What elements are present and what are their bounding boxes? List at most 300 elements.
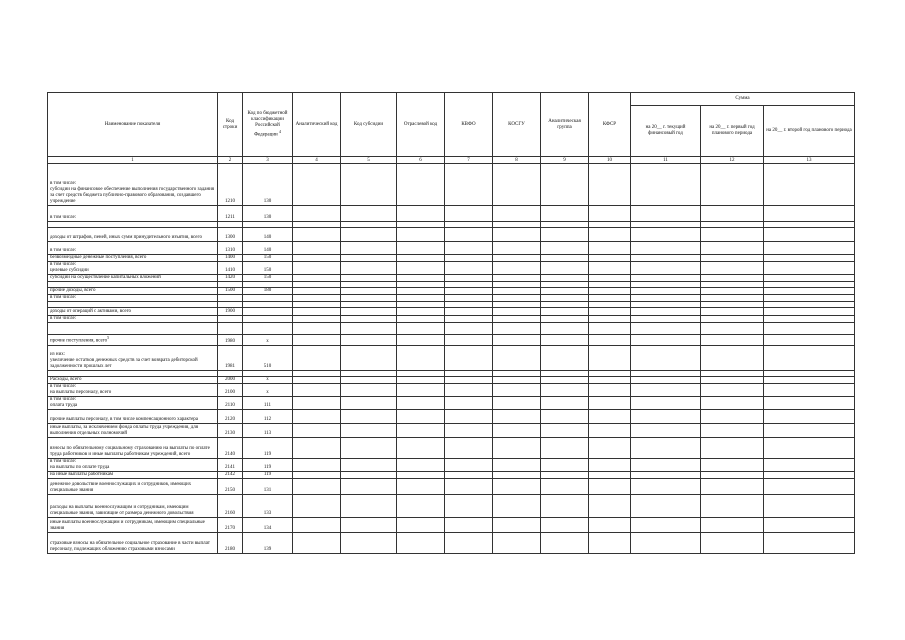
empty-cell bbox=[589, 323, 631, 335]
empty-cell bbox=[701, 458, 764, 471]
indicator-name-line: в том числе: bbox=[50, 295, 77, 300]
empty-cell bbox=[341, 295, 397, 302]
empty-cell bbox=[493, 228, 541, 242]
row-code: 2100 bbox=[218, 383, 243, 396]
empty-cell bbox=[589, 308, 631, 316]
column-number: 12 bbox=[701, 157, 764, 164]
empty-cell bbox=[541, 532, 589, 553]
empty-cell bbox=[341, 206, 397, 222]
empty-cell bbox=[541, 316, 589, 323]
empty-cell bbox=[293, 295, 341, 302]
indicator-name bbox=[48, 409, 218, 423]
row-code: 1310 bbox=[218, 242, 243, 255]
indicator-name bbox=[48, 396, 218, 409]
kbk-code: х bbox=[243, 376, 293, 383]
empty-cell bbox=[589, 288, 631, 295]
row-code: 1900 bbox=[218, 308, 243, 316]
empty-cell bbox=[541, 206, 589, 222]
table-row bbox=[48, 478, 855, 494]
empty-cell bbox=[541, 517, 589, 532]
empty-cell bbox=[764, 316, 855, 323]
empty-cell bbox=[493, 532, 541, 553]
row-code: 1420 bbox=[218, 275, 243, 282]
empty-cell bbox=[445, 423, 493, 437]
empty-cell bbox=[397, 295, 445, 302]
table-row bbox=[48, 423, 855, 437]
indicator-name bbox=[48, 316, 218, 323]
empty-cell bbox=[341, 396, 397, 409]
table-row bbox=[48, 262, 855, 275]
empty-cell bbox=[341, 458, 397, 471]
kbk-code: 150 bbox=[243, 262, 293, 275]
indicator-name-line: безвозмездные денежные поступления, всего bbox=[50, 255, 147, 260]
empty-cell bbox=[445, 164, 493, 206]
empty-cell bbox=[341, 308, 397, 316]
empty-cell bbox=[541, 255, 589, 262]
empty-cell bbox=[493, 255, 541, 262]
table-row bbox=[48, 376, 855, 383]
empty-cell bbox=[764, 164, 855, 206]
empty-cell bbox=[541, 228, 589, 242]
empty-cell bbox=[445, 345, 493, 370]
empty-cell bbox=[764, 308, 855, 316]
kbk-code: 112 bbox=[243, 409, 293, 423]
empty-cell bbox=[764, 383, 855, 396]
empty-cell bbox=[541, 323, 589, 335]
row-code: 1980 bbox=[218, 335, 243, 346]
empty-cell bbox=[701, 255, 764, 262]
empty-cell bbox=[701, 478, 764, 494]
empty-cell bbox=[589, 396, 631, 409]
empty-cell bbox=[541, 494, 589, 517]
empty-cell bbox=[764, 423, 855, 437]
indicator-name bbox=[48, 494, 218, 517]
empty-cell bbox=[589, 376, 631, 383]
empty-cell bbox=[631, 335, 701, 346]
empty-cell bbox=[589, 316, 631, 323]
empty-cell bbox=[445, 228, 493, 242]
empty-cell bbox=[764, 409, 855, 423]
indicator-name-line: субсидии на финансовое обеспечение выполнения государственного задания за счет средств бюджета публично-правового образования, создавшего учреждение bbox=[50, 187, 215, 204]
indicator-name-line: на иные выплаты работникам bbox=[50, 471, 114, 477]
empty-cell bbox=[631, 275, 701, 282]
indicator-name-line: иные выплаты военнослужащим и сотрудникам, имеющим специальные звания bbox=[50, 519, 205, 531]
indicator-name-line: в том числе: bbox=[50, 383, 77, 389]
table-row bbox=[48, 288, 855, 295]
row-code bbox=[218, 323, 243, 335]
column-number: 7 bbox=[445, 157, 493, 164]
empty-cell bbox=[445, 471, 493, 478]
empty-cell bbox=[397, 471, 445, 478]
indicator-name-line: в том числе: bbox=[50, 458, 77, 464]
empty-cell bbox=[541, 458, 589, 471]
empty-cell bbox=[631, 295, 701, 302]
indicator-name-line: доходы от операций с активами, всего bbox=[50, 309, 132, 314]
indicator-name-line: в том числе: bbox=[50, 396, 77, 402]
empty-cell bbox=[341, 437, 397, 458]
empty-cell bbox=[493, 316, 541, 323]
empty-cell bbox=[397, 275, 445, 282]
indicator-name-line: денежное довольствие военнослужащих и сотрудников, имеющих специальные звания bbox=[50, 481, 192, 493]
empty-cell bbox=[589, 458, 631, 471]
empty-cell bbox=[589, 228, 631, 242]
empty-cell bbox=[397, 262, 445, 275]
empty-cell bbox=[293, 376, 341, 383]
table-row bbox=[48, 255, 855, 262]
empty-cell bbox=[397, 423, 445, 437]
table-row bbox=[48, 323, 855, 335]
indicator-name-line: в том числе: bbox=[50, 316, 77, 321]
empty-cell bbox=[445, 242, 493, 255]
indicator-name-line: прочие доходы, всего bbox=[50, 288, 96, 293]
empty-cell bbox=[631, 255, 701, 262]
indicator-name bbox=[48, 471, 218, 478]
row-code: 1410 bbox=[218, 262, 243, 275]
col-kfsr-header: КФСР bbox=[589, 93, 631, 157]
empty-cell bbox=[293, 423, 341, 437]
empty-cell bbox=[293, 316, 341, 323]
indicator-name-line: на выплаты по оплате труда bbox=[50, 464, 110, 470]
indicator-name bbox=[48, 206, 218, 222]
row-code bbox=[218, 295, 243, 302]
empty-cell bbox=[397, 494, 445, 517]
empty-cell bbox=[589, 295, 631, 302]
empty-cell bbox=[445, 206, 493, 222]
indicator-name-line: страховые взносы на обязательное социальное страхование в части выплат персоналу, подлежащих обложению страховыми взносами bbox=[50, 540, 210, 552]
kbk-header-text: Код по бюджетной классификации Российской Федерации bbox=[247, 110, 288, 138]
empty-cell bbox=[445, 323, 493, 335]
indicator-name bbox=[48, 275, 218, 282]
empty-cell bbox=[341, 255, 397, 262]
empty-cell bbox=[397, 164, 445, 206]
empty-cell bbox=[445, 288, 493, 295]
indicator-name-line: в том числе: bbox=[50, 215, 77, 220]
indicator-name bbox=[48, 376, 218, 383]
empty-cell bbox=[589, 206, 631, 222]
empty-cell bbox=[764, 437, 855, 458]
empty-cell bbox=[541, 275, 589, 282]
empty-cell bbox=[631, 228, 701, 242]
table-row bbox=[48, 228, 855, 242]
empty-cell bbox=[631, 164, 701, 206]
empty-cell bbox=[541, 396, 589, 409]
empty-cell bbox=[493, 517, 541, 532]
empty-cell bbox=[445, 532, 493, 553]
empty-cell bbox=[397, 288, 445, 295]
column-number: 6 bbox=[397, 157, 445, 164]
empty-cell bbox=[493, 164, 541, 206]
column-number: 3 bbox=[243, 157, 293, 164]
indicator-name bbox=[48, 288, 218, 295]
empty-cell bbox=[397, 532, 445, 553]
empty-cell bbox=[701, 437, 764, 458]
indicator-name-line: доходы от штрафов, пеней, иных сумм принудительного изъятия, всего bbox=[50, 235, 202, 240]
empty-cell bbox=[493, 275, 541, 282]
indicator-name bbox=[48, 164, 218, 206]
indicator-name-line: из них: bbox=[50, 351, 66, 357]
empty-cell bbox=[445, 494, 493, 517]
empty-cell bbox=[589, 478, 631, 494]
col-sum-second-plan-year: на 20__ г. второй год планового периода bbox=[764, 106, 855, 157]
indicator-name-line: увеличение остатков денежных средств за счет возврата дебиторской задолженности прошлых лет bbox=[50, 357, 198, 369]
empty-cell bbox=[341, 262, 397, 275]
kbk-code: 139 bbox=[243, 532, 293, 553]
indicator-name-line: прочие поступления, всего bbox=[50, 338, 108, 344]
column-number: 13 bbox=[764, 157, 855, 164]
empty-cell bbox=[341, 345, 397, 370]
indicator-name bbox=[48, 383, 218, 396]
empty-cell bbox=[701, 383, 764, 396]
empty-cell bbox=[293, 255, 341, 262]
table-row bbox=[48, 517, 855, 532]
empty-cell bbox=[493, 206, 541, 222]
kbk-code: 119 bbox=[243, 458, 293, 471]
kbk-code: 119 bbox=[243, 437, 293, 458]
table-row bbox=[48, 308, 855, 316]
indicator-name bbox=[48, 437, 218, 458]
row-code: 2170 bbox=[218, 517, 243, 532]
empty-cell bbox=[631, 383, 701, 396]
empty-cell bbox=[541, 295, 589, 302]
indicator-name bbox=[48, 323, 218, 335]
indicator-name bbox=[48, 308, 218, 316]
empty-cell bbox=[445, 458, 493, 471]
row-code: 2180 bbox=[218, 532, 243, 553]
table-row bbox=[48, 345, 855, 370]
table-row bbox=[48, 471, 855, 478]
empty-cell bbox=[493, 295, 541, 302]
row-code: 2130 bbox=[218, 423, 243, 437]
row-code: 2140 bbox=[218, 437, 243, 458]
empty-cell bbox=[397, 206, 445, 222]
indicator-name bbox=[48, 423, 218, 437]
empty-cell bbox=[445, 316, 493, 323]
empty-cell bbox=[293, 164, 341, 206]
empty-cell bbox=[445, 409, 493, 423]
empty-cell bbox=[493, 288, 541, 295]
empty-cell bbox=[631, 478, 701, 494]
empty-cell bbox=[541, 409, 589, 423]
table-row bbox=[48, 532, 855, 553]
empty-cell bbox=[631, 423, 701, 437]
empty-cell bbox=[341, 323, 397, 335]
empty-cell bbox=[341, 532, 397, 553]
empty-cell bbox=[341, 316, 397, 323]
empty-cell bbox=[445, 383, 493, 396]
row-code: 2120 bbox=[218, 409, 243, 423]
empty-cell bbox=[764, 517, 855, 532]
col-name-header: Наименование показателя bbox=[48, 93, 218, 157]
col-industry-code-header: Отраслевой код bbox=[397, 93, 445, 157]
empty-cell bbox=[589, 532, 631, 553]
empty-cell bbox=[293, 242, 341, 255]
indicator-name bbox=[48, 295, 218, 302]
kbk-code: 111 bbox=[243, 396, 293, 409]
empty-cell bbox=[397, 396, 445, 409]
empty-cell bbox=[397, 308, 445, 316]
empty-cell bbox=[397, 409, 445, 423]
empty-cell bbox=[293, 471, 341, 478]
empty-cell bbox=[589, 471, 631, 478]
empty-cell bbox=[293, 206, 341, 222]
empty-cell bbox=[341, 376, 397, 383]
indicator-name-line: в том числе: bbox=[50, 248, 77, 253]
empty-cell bbox=[541, 308, 589, 316]
table-row bbox=[48, 316, 855, 323]
empty-cell bbox=[493, 262, 541, 275]
column-number: 8 bbox=[493, 157, 541, 164]
empty-cell bbox=[589, 423, 631, 437]
row-code: 2110 bbox=[218, 396, 243, 409]
empty-cell bbox=[764, 275, 855, 282]
col-sum-first-plan-year: на 20__ г. первый год планового периода bbox=[701, 106, 764, 157]
table-row bbox=[48, 383, 855, 396]
empty-cell bbox=[764, 532, 855, 553]
empty-cell bbox=[341, 494, 397, 517]
empty-cell bbox=[341, 242, 397, 255]
empty-cell bbox=[631, 316, 701, 323]
empty-cell bbox=[293, 228, 341, 242]
indicator-name-line: прочие выплаты персоналу, в том числе компенсационного характера bbox=[50, 416, 199, 422]
empty-cell bbox=[293, 308, 341, 316]
table-row bbox=[48, 458, 855, 471]
empty-cell bbox=[764, 262, 855, 275]
row-code: 1210 bbox=[218, 164, 243, 206]
empty-cell bbox=[397, 316, 445, 323]
column-number: 2 bbox=[218, 157, 243, 164]
empty-cell bbox=[589, 255, 631, 262]
empty-cell bbox=[397, 323, 445, 335]
empty-cell bbox=[341, 383, 397, 396]
empty-cell bbox=[701, 228, 764, 242]
indicator-name bbox=[48, 458, 218, 471]
empty-cell bbox=[631, 494, 701, 517]
indicator-name-line: Расходы, всего bbox=[50, 376, 82, 382]
row-code: 2150 bbox=[218, 478, 243, 494]
empty-cell bbox=[631, 206, 701, 222]
empty-cell bbox=[541, 376, 589, 383]
empty-cell bbox=[445, 517, 493, 532]
indicator-name-line: целевые субсидии bbox=[50, 268, 89, 273]
empty-cell bbox=[397, 345, 445, 370]
empty-cell bbox=[589, 383, 631, 396]
column-number: 5 bbox=[341, 157, 397, 164]
kbk-code: 113 bbox=[243, 423, 293, 437]
empty-cell bbox=[701, 288, 764, 295]
kbk-code: 140 bbox=[243, 228, 293, 242]
empty-cell bbox=[701, 164, 764, 206]
empty-cell bbox=[341, 478, 397, 494]
empty-cell bbox=[701, 206, 764, 222]
empty-cell bbox=[541, 288, 589, 295]
kbk-code bbox=[243, 295, 293, 302]
empty-cell bbox=[293, 275, 341, 282]
indicator-name bbox=[48, 532, 218, 553]
empty-cell bbox=[445, 262, 493, 275]
empty-cell bbox=[541, 437, 589, 458]
table-row bbox=[48, 396, 855, 409]
row-code: 1300 bbox=[218, 228, 243, 242]
empty-cell bbox=[701, 275, 764, 282]
indicator-name bbox=[48, 228, 218, 242]
empty-cell bbox=[701, 308, 764, 316]
empty-cell bbox=[397, 376, 445, 383]
empty-cell bbox=[764, 228, 855, 242]
col-analytic-group-header: Аналитическая группа bbox=[541, 93, 589, 157]
kbk-code: 180 bbox=[243, 288, 293, 295]
indicator-name-line: иные выплаты, за исключением фонда оплаты труда учреждения, для выполнения отдельных полномочий bbox=[50, 424, 199, 436]
column-number-row bbox=[48, 157, 855, 164]
table-row bbox=[48, 409, 855, 423]
empty-cell bbox=[541, 242, 589, 255]
kbk-code: 131 bbox=[243, 478, 293, 494]
empty-cell bbox=[589, 494, 631, 517]
empty-cell bbox=[631, 458, 701, 471]
empty-cell bbox=[701, 423, 764, 437]
empty-cell bbox=[397, 517, 445, 532]
col-kosgu-header: КОСГУ bbox=[493, 93, 541, 157]
kbk-code bbox=[243, 308, 293, 316]
footnote-mark: 5 bbox=[107, 335, 110, 340]
indicator-name bbox=[48, 345, 218, 370]
empty-cell bbox=[631, 517, 701, 532]
empty-cell bbox=[631, 437, 701, 458]
table-row bbox=[48, 335, 855, 346]
indicator-name-line: оплата труда bbox=[50, 402, 78, 408]
empty-cell bbox=[701, 316, 764, 323]
empty-cell bbox=[764, 255, 855, 262]
empty-cell bbox=[397, 383, 445, 396]
empty-cell bbox=[589, 242, 631, 255]
col-code-header: Код строки bbox=[218, 93, 243, 157]
empty-cell bbox=[701, 471, 764, 478]
column-number: 1 bbox=[48, 157, 218, 164]
row-code: 1400 bbox=[218, 255, 243, 262]
empty-cell bbox=[493, 345, 541, 370]
empty-cell bbox=[293, 262, 341, 275]
kbk-code bbox=[243, 316, 293, 323]
empty-cell bbox=[701, 517, 764, 532]
kbk-code: 150 bbox=[243, 275, 293, 282]
empty-cell bbox=[293, 532, 341, 553]
empty-cell bbox=[764, 478, 855, 494]
empty-cell bbox=[493, 471, 541, 478]
row-code: 2160 bbox=[218, 494, 243, 517]
empty-cell bbox=[293, 437, 341, 458]
empty-cell bbox=[341, 471, 397, 478]
kbk-code: 140 bbox=[243, 242, 293, 255]
empty-cell bbox=[764, 396, 855, 409]
col-subsidy-code-header: Код субсидии bbox=[341, 93, 397, 157]
indicator-name bbox=[48, 255, 218, 262]
empty-cell bbox=[631, 409, 701, 423]
empty-cell bbox=[293, 458, 341, 471]
row-code: 1211 bbox=[218, 206, 243, 222]
indicator-name bbox=[48, 262, 218, 275]
empty-cell bbox=[397, 458, 445, 471]
indicator-name-line: в том числе: bbox=[50, 181, 77, 186]
empty-cell bbox=[589, 164, 631, 206]
empty-cell bbox=[589, 262, 631, 275]
empty-cell bbox=[293, 494, 341, 517]
empty-cell bbox=[493, 376, 541, 383]
empty-cell bbox=[541, 335, 589, 346]
empty-cell bbox=[541, 262, 589, 275]
empty-cell bbox=[493, 478, 541, 494]
empty-cell bbox=[493, 494, 541, 517]
empty-cell bbox=[341, 164, 397, 206]
empty-cell bbox=[764, 335, 855, 346]
